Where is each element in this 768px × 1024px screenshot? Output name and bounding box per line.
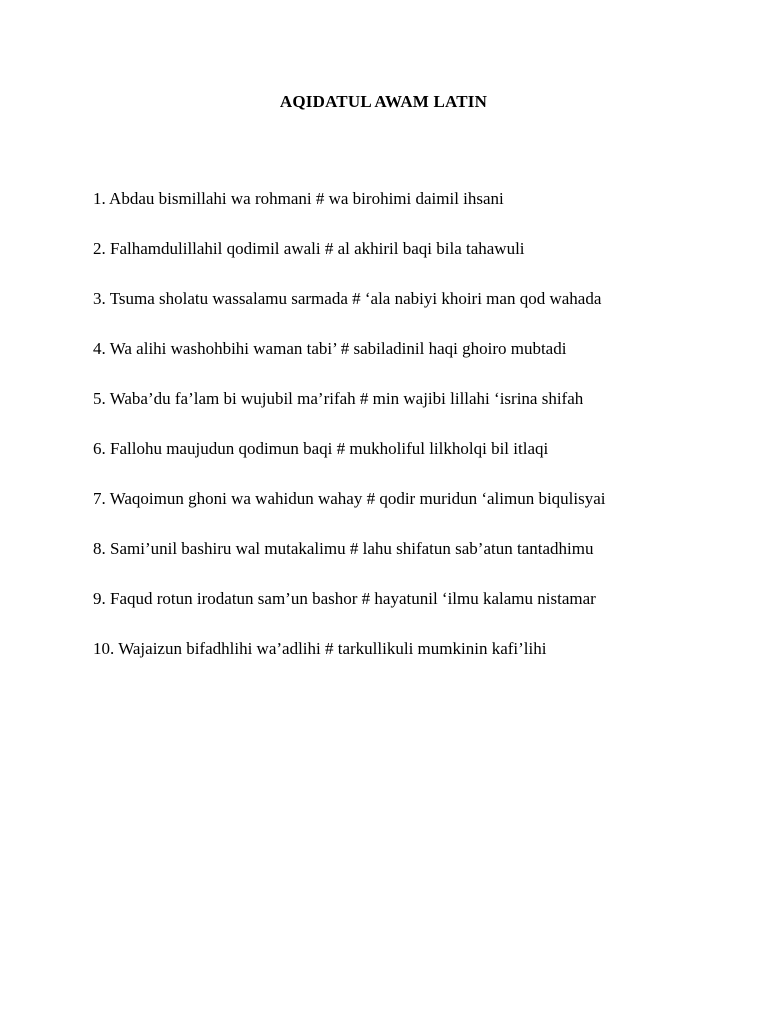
verse-10: 10. Wajaizun bifadhlihi wa’adlihi # tarkullikuli mumkinin kafi’lihi [93, 639, 547, 658]
verse-7: 7. Waqoimun ghoni wa wahidun wahay # qodir muridun ‘alimun biqulisyai [93, 489, 606, 508]
verse-1: 1. Abdau bismillahi wa rohmani # wa birohimi daimil ihsani [93, 189, 504, 208]
verse-3: 3. Tsuma sholatu wassalamu sarmada # ‘ala nabiyi khoiri man qod wahada [93, 289, 602, 308]
verse-9: 9. Faqud rotun irodatun sam’un bashor # hayatunil ‘ilmu kalamu nistamar [93, 589, 596, 608]
verse-list [93, 174, 674, 674]
verse-2: 2. Falhamdulillahil qodimil awali # al akhiril baqi bila tahawuli [93, 239, 525, 258]
document-title: AQIDATUL AWAM LATIN [279, 92, 488, 111]
verse-5: 5. Waba’du fa’lam bi wujubil ma’rifah # min wajibi lillahi ‘isrina shifah [93, 389, 584, 408]
verse-4: 4. Wa alihi washohbihi waman tabi’ # sabiladinil haqi ghoiro mubtadi [93, 339, 567, 358]
verse-8: 8. Sami’unil bashiru wal mutakalimu # lahu shifatun sab’atun tantadhimu [93, 539, 594, 558]
verse-6: 6. Fallohu maujudun qodimun baqi # mukholiful lilkholqi bil itlaqi [93, 439, 549, 458]
